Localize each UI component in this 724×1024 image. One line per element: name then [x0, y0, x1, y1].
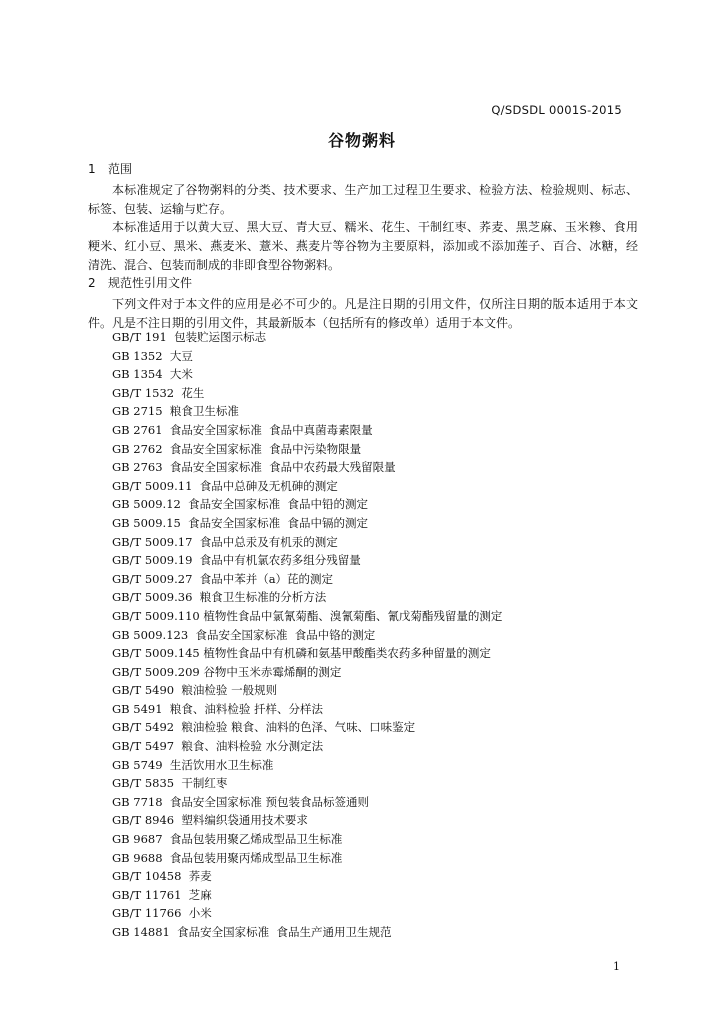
reference-item: GB/T 5492 粮油检验 粮食、油料的色泽、气味、口味鉴定: [112, 720, 416, 735]
reference-item: GB/T 5835 干制红枣: [112, 776, 228, 791]
reference-item: GB 1352 大豆: [112, 348, 193, 363]
reference-item: GB 9688 食品包装用聚丙烯成型品卫生标准: [112, 850, 343, 865]
section-title: 规范性引用文件: [108, 276, 193, 290]
reference-item: GB/T 5497 粮食、油料检验 水分测定法: [112, 739, 324, 754]
reference-item: GB/T 8946 塑料编织袋通用技术要求: [112, 813, 308, 828]
reference-item: GB 5009.12 食品安全国家标准 食品中铅的测定: [112, 497, 368, 512]
reference-item: GB/T 5009.110 植物性食品中氯氰菊酯、溴氰菊酯、氰戊菊酯残留量的测定: [112, 608, 503, 623]
reference-item: GB 2761 食品安全国家标准 食品中真菌毒素限量: [112, 422, 373, 437]
reference-item: GB 2762 食品安全国家标准 食品中污染物限量: [112, 441, 362, 456]
reference-list: [112, 328, 502, 942]
reference-item: GB/T 5009.145 植物性食品中有机磷和氨基甲酸酯类农药多种留量的测定: [112, 646, 491, 661]
reference-item: GB 5009.123 食品安全国家标准 食品中铬的测定: [112, 627, 376, 642]
reference-item: GB/T 5009.36 粮食卫生标准的分析方法: [112, 590, 327, 605]
section-number: 2: [88, 276, 96, 290]
reference-item: GB/T 5009.17 食品中总汞及有机汞的测定: [112, 534, 338, 549]
reference-item: GB/T 5009.27 食品中苯并（a）芘的测定: [112, 571, 334, 586]
reference-item: GB 14881 食品安全国家标准 食品生产通用卫生规范: [112, 925, 392, 939]
reference-item: GB/T 5009.209 谷物中玉米赤霉烯酮的测定: [112, 664, 342, 679]
reference-item: GB 5749 生活饮用水卫生标准: [112, 757, 274, 772]
references-intro-paragraph: 下列文件对于本文件的应用是必不可少的。凡是注日期的引用文件，仅所注日期的版本适用于本文件。凡是不注日期的引用文件，其最新版本（包括所有的修改单）适用于本文件。: [88, 297, 638, 330]
reference-item: GB 9687 食品包装用聚乙烯成型品卫生标准: [112, 832, 343, 847]
page-number: 1: [613, 960, 620, 973]
reference-item: GB 2763 食品安全国家标准 食品中农药最大残留限量: [112, 460, 396, 475]
document-code: Q/SDSDL 0001S-2015: [491, 103, 622, 117]
reference-item: GB/T 191 包装贮运图示标志: [112, 330, 267, 344]
reference-item: GB/T 11766 小米: [112, 906, 212, 921]
reference-item: GB/T 11761 芝麻: [112, 887, 212, 902]
scope-paragraph-1: 本标准规定了谷物粥料的分类、技术要求、生产加工过程卫生要求、检验方法、检验规则、标志、标签、包装、运输与贮存。: [88, 183, 638, 216]
reference-item: GB 7718 食品安全国家标准 预包装食品标签通则: [112, 794, 370, 809]
reference-item: GB/T 5490 粮油检验 一般规则: [112, 683, 278, 698]
section-heading-normative-references: [88, 274, 192, 291]
reference-item: GB/T 10458 荞麦: [112, 869, 212, 884]
document-title: 谷物粥料: [327, 131, 396, 150]
section-heading-scope: [88, 160, 132, 177]
reference-item: GB 5009.15 食品安全国家标准 食品中镉的测定: [112, 515, 368, 530]
reference-item: GB/T 1532 花生: [112, 385, 205, 400]
reference-item: GB 2715 粮食卫生标准: [112, 404, 239, 419]
reference-item: GB 1354 大米: [112, 367, 193, 382]
scope-paragraph-2: 本标准适用于以黄大豆、黑大豆、青大豆、糯米、花生、干制红枣、荞麦、黑芝麻、玉米糁、食用粳米、红小豆、黑米、燕麦米、薏米、燕麦片等谷物为主要原料，添加或不添加莲子、百合、冰糖，经清洗、混合、包装而制成的非即食型谷物粥料。: [88, 220, 638, 272]
reference-item: GB/T 5009.19 食品中有机氯农药多组分残留量: [112, 553, 361, 568]
section-title: 范围: [108, 162, 133, 176]
section-number: 1: [88, 162, 96, 176]
reference-item: GB 5491 粮食、油料检验 扦样、分样法: [112, 701, 324, 716]
reference-item: GB/T 5009.11 食品中总砷及无机砷的测定: [112, 478, 338, 493]
